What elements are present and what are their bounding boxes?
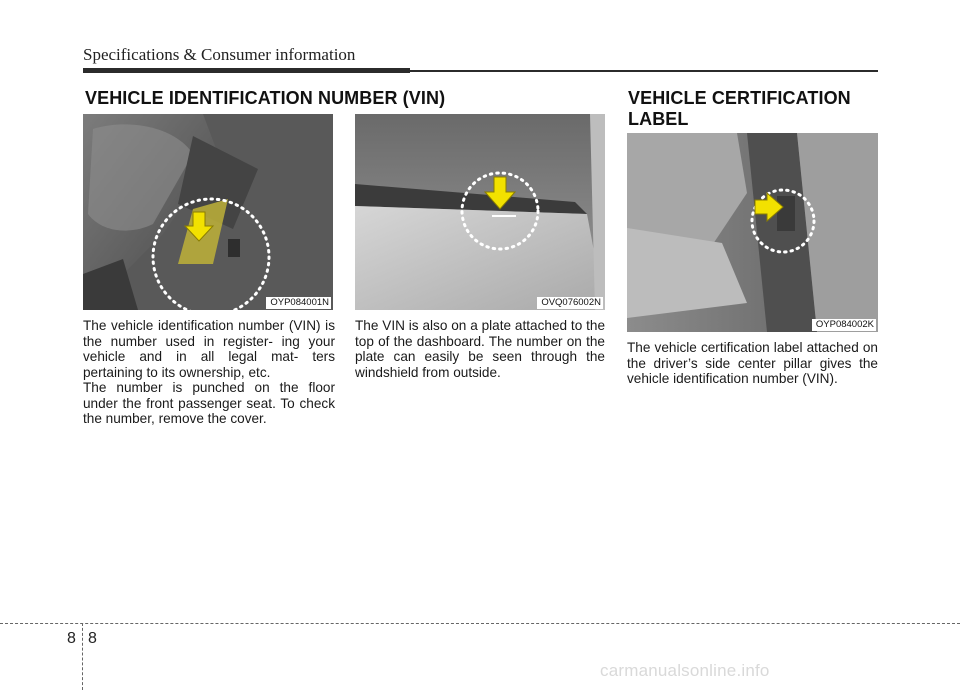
certification-section-heading xyxy=(628,88,851,130)
certification-heading-line1: VEHICLE CERTIFICATION xyxy=(628,88,851,108)
hood-surface xyxy=(355,206,605,310)
vin-paragraph-1: The vehicle identification number (VIN) is the number used in register- ing your vehicle and in all legal mat- ters pertaining to its ownership, etc. xyxy=(83,318,335,380)
vin-section-heading: VEHICLE IDENTIFICATION NUMBER (VIN) xyxy=(85,88,446,108)
header-rule-thick xyxy=(83,68,410,73)
vin-floor-illustration xyxy=(83,114,333,310)
floor-latch xyxy=(228,239,240,257)
footer-vertical-rule xyxy=(82,623,83,690)
page-header-title: Specifications & Consumer information xyxy=(83,45,356,64)
vin-dashboard-photo xyxy=(355,114,605,310)
photo-code-1: OYP084001N xyxy=(266,297,331,309)
page-number: 8 xyxy=(88,630,97,647)
section-number: 8 xyxy=(67,630,76,647)
footer-rule xyxy=(0,623,960,624)
vin-dashboard-illustration xyxy=(355,114,605,310)
vin-floor-photo xyxy=(83,114,333,310)
photo-code-3: OYP084002K xyxy=(812,319,876,331)
certification-label-mark xyxy=(777,196,795,231)
header-rule-thin xyxy=(410,70,878,72)
certification-pillar-illustration xyxy=(627,133,878,332)
header-rule xyxy=(83,68,878,73)
certification-paragraph: The vehicle certification label attached on the driver’s side center pillar gives the vehicle identification number (VIN). xyxy=(627,340,878,386)
certification-heading-line2: LABEL xyxy=(628,109,689,129)
photo-code-2: OVQ076002N xyxy=(537,297,603,309)
certification-pillar-photo xyxy=(627,133,878,332)
vin-paragraph-3: The VIN is also on a plate attached to the top of the dashboard. The number on the plate can easily be seen through the windshield from outside. xyxy=(355,318,605,380)
vin-paragraph-2: The number is punched on the floor under the front passenger seat. To check the number, remove the cover. xyxy=(83,380,335,426)
watermark: carmanualsonline.info xyxy=(600,661,770,680)
vin-plate-mark xyxy=(492,215,516,217)
